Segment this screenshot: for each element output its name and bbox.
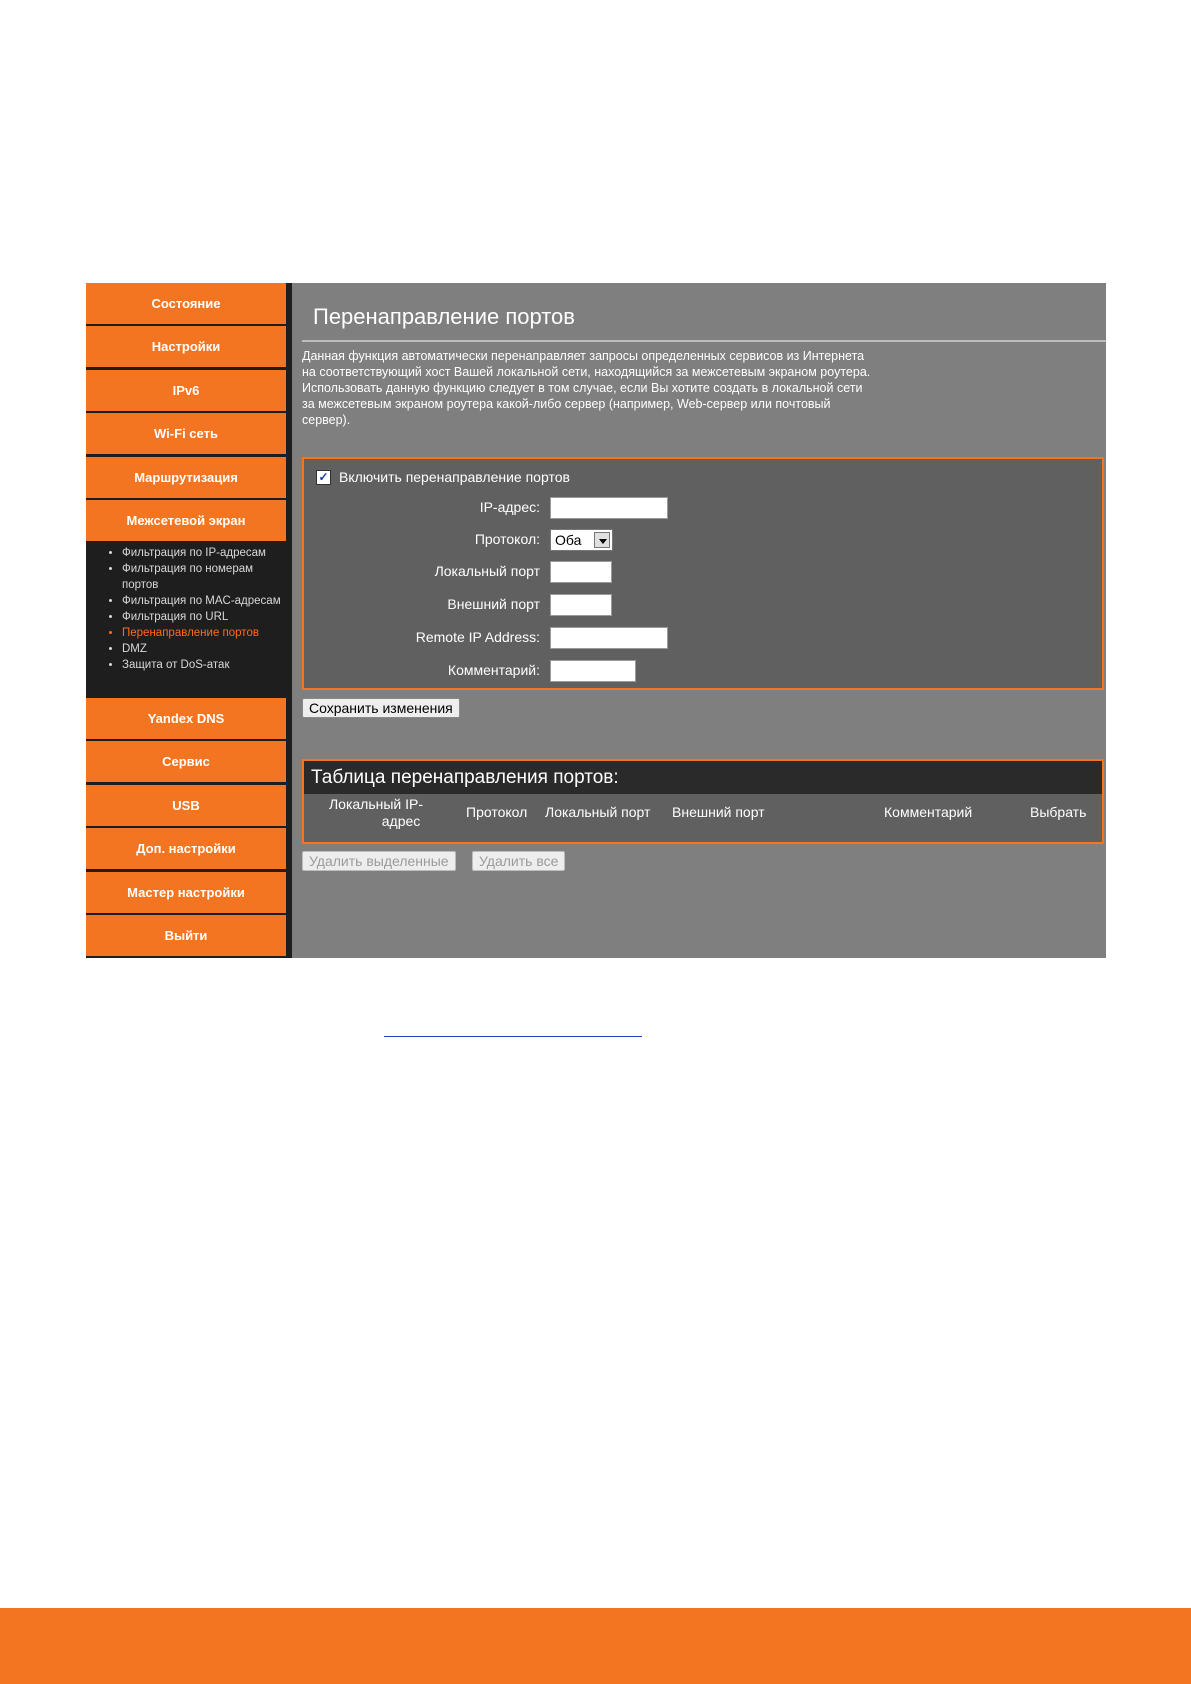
column-select: Выбрать bbox=[1030, 804, 1087, 820]
protocol-label: Протокол: bbox=[474, 531, 540, 547]
nav-settings[interactable]: Настройки bbox=[86, 326, 286, 367]
description-line: за межсетевым экраном роутера какой-либо сервер (например, Web-сервер или почтовый bbox=[302, 397, 831, 411]
local-port-label: Локальный порт bbox=[434, 563, 540, 579]
enable-row[interactable] bbox=[316, 469, 570, 485]
subnav-url-filter[interactable]: • Фильтрация по URL bbox=[122, 609, 288, 625]
port-forwarding-form bbox=[302, 457, 1104, 690]
page-title: Перенаправление портов bbox=[313, 304, 575, 329]
subnav-ip-filter[interactable]: • Фильтрация по IP-адресам bbox=[122, 545, 288, 561]
description-line: сервер). bbox=[302, 413, 351, 427]
port-forwarding-table bbox=[302, 759, 1104, 844]
column-local-port: Локальный порт bbox=[545, 804, 651, 820]
nav-firewall[interactable]: Межсетевой экран bbox=[86, 500, 286, 541]
nav-status[interactable]: Состояние bbox=[86, 283, 286, 324]
protocol-value: Оба bbox=[555, 532, 582, 548]
main-content bbox=[292, 283, 1106, 958]
column-comment: Комментарий bbox=[884, 804, 973, 820]
subnav-dos-protection[interactable]: • Защита от DoS-атак bbox=[122, 657, 288, 673]
nav-logout[interactable]: Выйти bbox=[86, 915, 286, 956]
column-protocol: Протокол bbox=[466, 804, 528, 820]
nav-usb[interactable]: USB bbox=[86, 785, 286, 826]
nav-setup-wizard[interactable]: Мастер настройки bbox=[86, 872, 286, 913]
firewall-submenu bbox=[86, 545, 288, 673]
remote-ip-input[interactable] bbox=[550, 627, 668, 649]
page-description bbox=[302, 348, 952, 428]
external-port-label: Внешний порт bbox=[447, 596, 540, 612]
nav-ipv6[interactable]: IPv6 bbox=[86, 370, 286, 411]
sidebar bbox=[86, 283, 288, 958]
local-port-input[interactable] bbox=[550, 561, 612, 583]
external-port-input[interactable] bbox=[550, 594, 612, 616]
nav-yandex-dns[interactable]: Yandex DNS bbox=[86, 698, 286, 739]
save-button[interactable]: Сохранить изменения bbox=[302, 698, 460, 718]
footer-bar bbox=[0, 1608, 1191, 1684]
delete-selected-button[interactable]: Удалить выделенные bbox=[302, 851, 456, 871]
enable-label: Включить перенаправление портов bbox=[339, 469, 570, 485]
remote-ip-label: Remote IP Address: bbox=[415, 629, 540, 645]
nav-service[interactable]: Сервис bbox=[86, 741, 286, 782]
nav-wifi[interactable]: Wi-Fi сеть bbox=[86, 413, 286, 454]
nav-routing[interactable]: Маршрутизация bbox=[86, 457, 286, 498]
comment-input[interactable] bbox=[550, 660, 636, 682]
description-line: Использовать данную функцию следует в том случае, если Вы хотите создать в локальной сети bbox=[302, 381, 863, 395]
delete-all-button[interactable]: Удалить все bbox=[472, 851, 565, 871]
ip-label: IP-адрес: bbox=[479, 499, 540, 515]
router-admin-window bbox=[86, 283, 1106, 958]
title-divider bbox=[302, 340, 1106, 342]
description-line: на соответствующий хост Вашей локальной сети, находящийся за межсетевым экраном роутера. bbox=[302, 365, 871, 379]
nav-advanced[interactable]: Доп. настройки bbox=[86, 828, 286, 869]
subnav-port-filter[interactable]: • Фильтрация по номерам портов bbox=[122, 561, 288, 593]
enable-checkbox[interactable]: ✓ bbox=[316, 470, 331, 485]
hyperlink-underline[interactable] bbox=[384, 1036, 642, 1037]
subnav-mac-filter[interactable]: • Фильтрация по MAC-адресам bbox=[122, 593, 288, 609]
column-external-port: Внешний порт bbox=[672, 804, 765, 820]
comment-label: Комментарий: bbox=[447, 662, 540, 678]
description-line: Данная функция автоматически перенаправляет запросы определенных сервисов из Интернета bbox=[302, 349, 865, 363]
chevron-down-icon[interactable] bbox=[594, 532, 610, 548]
column-local-ip-line-2: адрес bbox=[381, 813, 421, 829]
subnav-port-forwarding[interactable]: • Перенаправление портов bbox=[122, 625, 288, 641]
subnav-dmz[interactable]: • DMZ bbox=[122, 641, 288, 657]
table-title: Таблица перенаправления портов: bbox=[304, 761, 1102, 794]
ip-address-input[interactable] bbox=[550, 497, 668, 519]
protocol-select[interactable] bbox=[550, 529, 613, 551]
column-local-ip bbox=[316, 796, 436, 830]
column-local-ip-line-1: Локальный IP- bbox=[328, 796, 424, 812]
